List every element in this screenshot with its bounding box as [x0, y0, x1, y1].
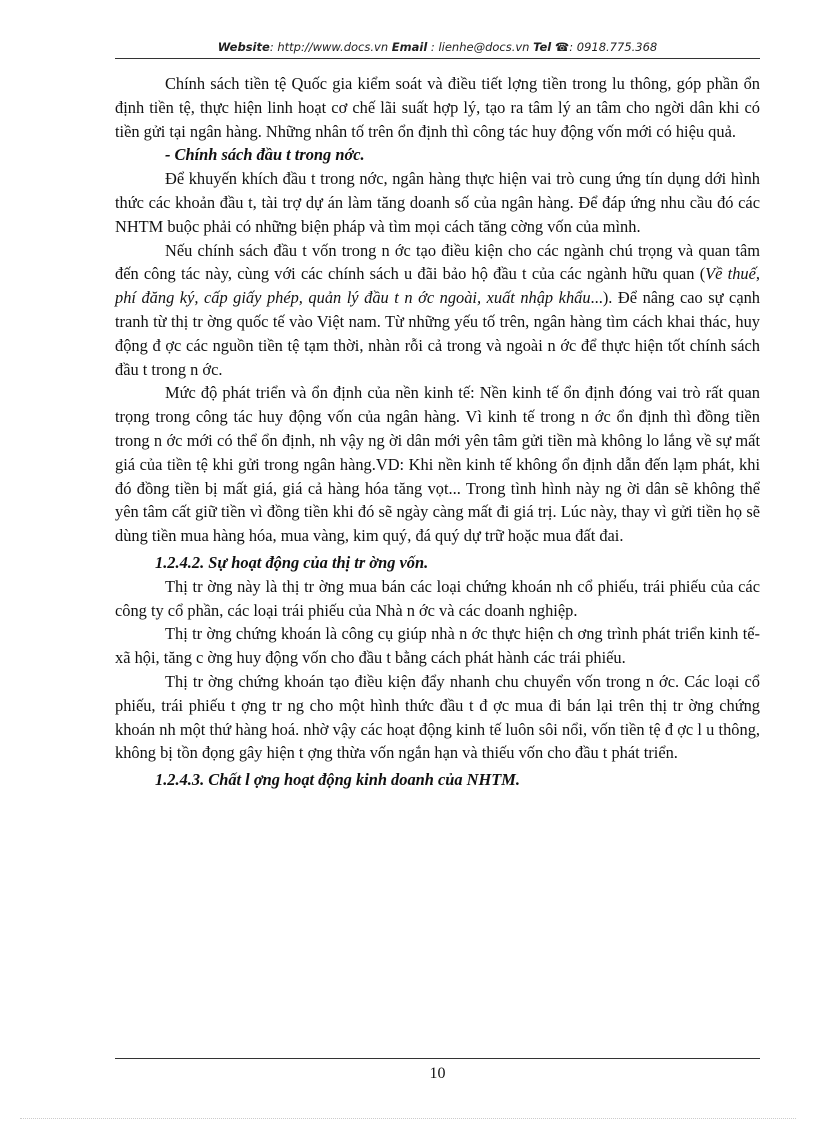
paragraph [115, 239, 760, 382]
section-heading: 1.2.4.2. Sự hoạt động của thị tr ờng vốn. [155, 552, 429, 572]
paragraph-text: ...). Để nâng cao sự cạnh tranh từ thị tr ờng quốc tế vào Việt nam. Từ những yếu tố trên, ngân hàng tìm cách khai thác, huy động đ ợc các nguồn tiền tệ tạm thời, nhàn rỗi cả trong và ngoài n ớc để thực hiện tốt chính sách đầu t trong n ớc. [115, 288, 760, 379]
website-separator: : [269, 40, 278, 54]
section-heading: - Chính sách đầu t trong nớc. [165, 145, 365, 165]
paragraph-italic-text: Về thuế, phí đăng ký, cấp giấy phép, quản lý đầu t n ớc ngoài, xuất nhập khẩu [115, 264, 761, 308]
phone-icon: ☎ [554, 40, 570, 54]
email-label: Email [391, 40, 428, 54]
paragraph: Mức độ phát triển và ổn định của nền kinh tế: Nền kinh tế ổn định đóng vai trò rất quan trọng trong công tác huy động vốn của ngân hàng. Vì kinh tế trong n ớc ổn định thì đồng tiền trong n ớc mới có thể ổn định, nh vậy ng ời dân mới yên tâm gửi tiền mà không lo lắng về sự mất giá của tiền tệ khi gửi trong ngân hàng.VD: Khi nền kinh tế không ổn định dẫn đến lạm phát, khi đó đồng tiền bị mất giá, giá cả hàng hóa tăng vọt... Trong tình hình này ng ời dân sẽ không thể yên tâm cất giữ tiền vì đồng tiền khi đó sẽ ngày càng mất đi giá trị. Lúc này, thay vì gửi tiền họ sẽ dùng tiền mua hàng hóa, mua vàng, kim quý, đá quý dự trữ hoặc mua đất đai. [115, 383, 760, 546]
paragraph: Thị tr ờng chứng khoán là công cụ giúp nhà n ớc thực hiện ch ơng trình phát triển kinh tế- xã hội, tăng c ờng huy động vốn cho đầu t bằng cách phát hành các trái phiếu. [115, 624, 760, 668]
tel-label: Tel [533, 40, 552, 54]
tel-value: : 0918.775.368 [569, 40, 658, 54]
email-value[interactable]: lienhe@docs.vn [438, 40, 530, 54]
paragraph: Thị tr ờng này là thị tr ờng mua bán các loại chứng khoán nh cổ phiếu, trái phiếu của các công ty cổ phần, các loại trái phiếu của Nhà n ớc và các doanh nghiệp. [115, 576, 760, 620]
paragraph: Thị tr ờng chứng khoán tạo điều kiện đẩy nhanh chu chuyển vốn trong n ớc. Các loại cổ phiếu, trái phiếu t ợng tr ng cho một hình thức đầu t đ ợc mua đi bán lại trên thị tr ờng chứng khoán nh một thứ hàng hoá. nhờ vậy các hoạt động kinh tế luôn sôi nổi, vốn tiền tệ đ ợc l u thông, không bị tồn đọng gây hiện t ợng thừa vốn ngắn hạn và thiếu vốn cho đầu t phát triển. [115, 671, 760, 763]
section-heading: 1.2.4.3. Chất l ợng hoạt động kinh doanh của NHTM. [155, 770, 520, 790]
paragraph-text: Nếu chính sách đầu t vốn trong n ớc tạo điều kiện cho các ngành chú trọng và quan tâm đến công tác này, cùng với các chính sách u đãi bảo hộ đầu t của các ngành hữu quan ( [115, 240, 760, 284]
page-number: 10 [429, 1065, 446, 1082]
website-label: Website [217, 40, 270, 54]
paragraph: Để khuyến khích đầu t trong nớc, ngân hàng thực hiện vai trò cung ứng tín dụng dới hình thức các khoản đầu t, tài trợ dự án làm tăng doanh số của ngân hàng. Để đáp ứng nhu cầu đó các NHTM buộc phải có những biện pháp và tìm mọi cách tăng cờng vốn của mình. [115, 169, 760, 236]
website-url[interactable]: http://www.docs.vn [277, 40, 389, 54]
document-body [115, 72, 760, 792]
page-edge-dots [20, 1118, 796, 1119]
header-divider [115, 58, 760, 59]
paragraph: Chính sách tiền tệ Quốc gia kiểm soát và điều tiết lợng tiền trong lu thông, góp phần ổn định tiền tệ, thực hiện linh hoạt cơ chế lãi suất hợp lý, tạo ra tâm lý an tâm cho ngời dân khi có tiền gửi tại ngân hàng. Những nhân tố trên ổn định thì công tác huy động vốn mới có hiệu quả. [115, 74, 760, 141]
email-separator: : [427, 40, 439, 54]
footer-divider [115, 1058, 760, 1059]
page-header [115, 40, 760, 54]
